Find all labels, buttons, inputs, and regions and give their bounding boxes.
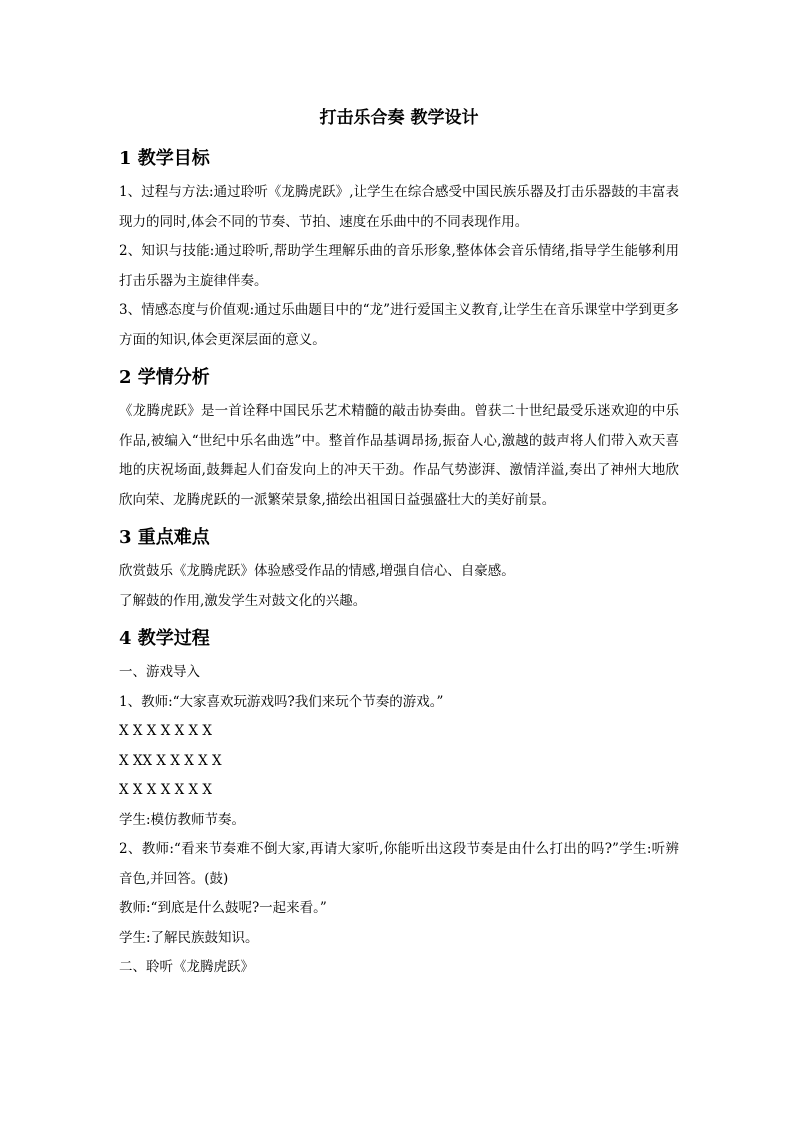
- section-heading: 4 教学过程: [119, 628, 210, 649]
- rhythm-line: X XX X X X X X: [119, 752, 222, 769]
- section-student-analysis: [119, 363, 679, 515]
- section-key-points: [119, 523, 679, 616]
- document-title: 打击乐合奏 教学设计: [319, 108, 479, 128]
- section-heading: 2 学情分析: [119, 367, 210, 388]
- rhythm-line: X X X X X X X: [119, 782, 213, 798]
- section-teaching-goals: [119, 144, 679, 355]
- section-heading: 1 教学目标: [119, 148, 210, 169]
- rhythm-line: X X X X X X X: [119, 723, 213, 739]
- document-body: [119, 104, 679, 983]
- paragraph: 了解鼓的作用,激发学生对鼓文化的兴趣。: [119, 592, 367, 609]
- section-heading: 3 重点难点: [119, 527, 210, 548]
- paragraph: 2、教师:“看来节奏难不倒大家,再请大家听,你能听出这段节奏是由什么打出的吗?”学生:听辨音色,并回答。(鼓): [119, 841, 679, 887]
- paragraph: 一、游戏导入: [119, 664, 200, 680]
- paragraph: 学生:了解民族鼓知识。: [119, 929, 259, 946]
- paragraph: 3、情感态度与价值观:通过乐曲题目中的“龙”进行爱国主义教育,让学生在音乐课堂中学到更多方面的知识,体会更深层面的意义。: [119, 302, 679, 348]
- paragraph: 学生:模仿教师节奏。: [119, 811, 246, 828]
- section-teaching-process: [119, 624, 679, 983]
- paragraph: 《龙腾虎跃》是一首诠释中国民乐艺术精髓的敲击协奏曲。曾获二十世纪最受乐迷欢迎的中乐作品,被编入“世纪中乐名曲选”中。整首作品基调昂扬,振奋人心,激越的鼓声将人们带入欢天喜地的庆祝场面,鼓舞起人们奋发向上的冲天干劲。作品气势澎湃、激情洋溢,奏出了神州大地欣欣向荣、龙腾虎跃的一派繁荣景象,描绘出祖国日益强盛壮大的美好前景。: [119, 403, 679, 508]
- paragraph: 1、过程与方法:通过聆听《龙腾虎跃》,让学生在综合感受中国民族乐器及打击乐器鼓的丰富表现力的同时,体会不同的节奏、节拍、速度在乐曲中的不同表现作用。: [119, 184, 679, 230]
- paragraph: 欣赏鼓乐《龙腾虎跃》体验感受作品的情感,增强自信心、自豪感。: [119, 563, 515, 579]
- paragraph: 二、聆听《龙腾虎跃》: [119, 959, 254, 975]
- paragraph: 教师:“到底是什么鼓呢?一起来看。”: [119, 900, 327, 916]
- paragraph: 2、知识与技能:通过聆听,帮助学生理解乐曲的音乐形象,整体体会音乐情绪,指导学生能够利用打击乐器为主旋律伴奏。: [119, 243, 679, 289]
- paragraph: 1、教师:“大家喜欢玩游戏吗?我们来玩个节奏的游戏。”: [119, 693, 444, 710]
